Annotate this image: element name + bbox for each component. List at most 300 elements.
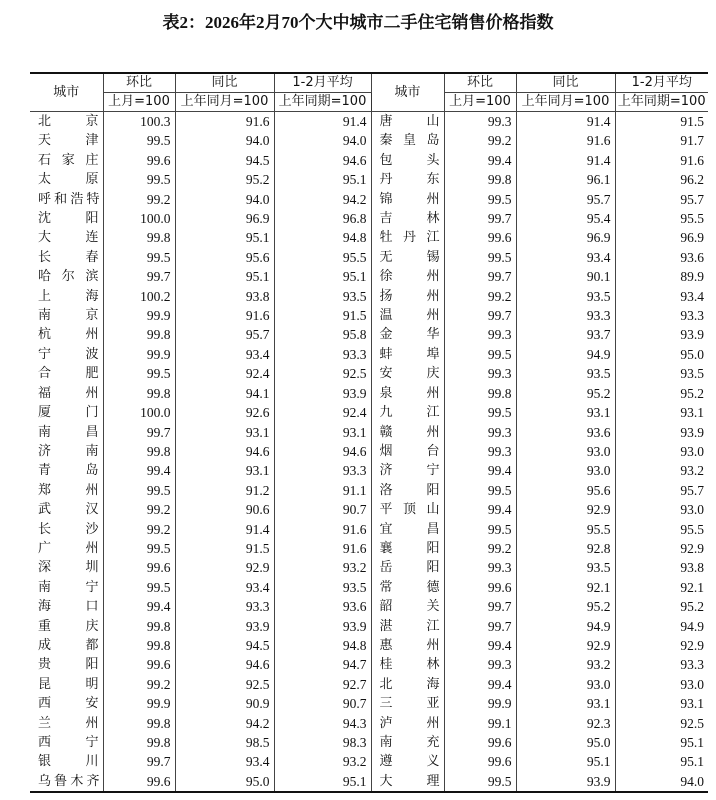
right-yoy-cell: 92.3 <box>516 714 615 733</box>
header-yoy-left: 同比 <box>175 73 274 93</box>
left-avg-cell: 93.9 <box>274 617 371 636</box>
right-mom-cell: 99.3 <box>444 112 516 132</box>
right-avg-cell: 93.9 <box>615 423 708 442</box>
left-mom-cell: 99.5 <box>103 170 175 189</box>
right-mom-cell: 99.6 <box>444 752 516 771</box>
table-row <box>30 267 708 286</box>
left-avg-cell: 95.8 <box>274 325 371 344</box>
left-yoy-cell: 95.0 <box>175 772 274 792</box>
right-avg-cell: 93.3 <box>615 655 708 674</box>
table-row <box>30 694 708 713</box>
left-city-cell: 重庆 <box>30 617 103 636</box>
right-avg-cell: 93.4 <box>615 287 708 306</box>
table-row <box>30 151 708 170</box>
right-yoy-cell: 95.7 <box>516 190 615 209</box>
left-yoy-cell: 93.1 <box>175 461 274 480</box>
left-yoy-cell: 91.6 <box>175 306 274 325</box>
left-mom-cell: 99.7 <box>103 423 175 442</box>
left-yoy-cell: 90.9 <box>175 694 274 713</box>
right-mom-cell: 99.7 <box>444 617 516 636</box>
right-yoy-cell: 96.9 <box>516 228 615 247</box>
right-avg-cell: 92.1 <box>615 578 708 597</box>
left-yoy-cell: 93.4 <box>175 752 274 771</box>
left-avg-cell: 94.6 <box>274 442 371 461</box>
left-city-cell: 海口 <box>30 597 103 616</box>
left-yoy-cell: 92.6 <box>175 403 274 422</box>
right-yoy-cell: 92.1 <box>516 578 615 597</box>
right-mom-cell: 99.3 <box>444 558 516 577</box>
right-yoy-cell: 92.9 <box>516 500 615 519</box>
left-city-cell: 深圳 <box>30 558 103 577</box>
left-city-cell: 西安 <box>30 694 103 713</box>
table-row <box>30 636 708 655</box>
left-city-cell: 济南 <box>30 442 103 461</box>
right-avg-cell: 93.6 <box>615 248 708 267</box>
left-mom-cell: 99.8 <box>103 442 175 461</box>
left-avg-cell: 90.7 <box>274 694 371 713</box>
right-mom-cell: 99.4 <box>444 151 516 170</box>
right-yoy-cell: 95.2 <box>516 384 615 403</box>
left-city-cell: 厦门 <box>30 403 103 422</box>
right-avg-cell: 94.0 <box>615 772 708 792</box>
table-row <box>30 325 708 344</box>
left-city-cell: 昆明 <box>30 675 103 694</box>
right-avg-cell: 93.8 <box>615 558 708 577</box>
right-city-cell: 北海 <box>371 675 444 694</box>
right-avg-cell: 93.5 <box>615 364 708 383</box>
right-city-cell: 赣州 <box>371 423 444 442</box>
right-mom-cell: 99.6 <box>444 733 516 752</box>
left-mom-cell: 99.2 <box>103 520 175 539</box>
left-city-cell: 银川 <box>30 752 103 771</box>
left-city-cell: 南宁 <box>30 578 103 597</box>
right-mom-cell: 99.7 <box>444 209 516 228</box>
left-avg-cell: 95.5 <box>274 248 371 267</box>
header-mom-right: 环比 <box>444 73 516 93</box>
left-mom-cell: 99.9 <box>103 345 175 364</box>
right-mom-cell: 99.3 <box>444 423 516 442</box>
left-city-cell: 青岛 <box>30 461 103 480</box>
right-city-cell: 安庆 <box>371 364 444 383</box>
right-mom-cell: 99.8 <box>444 170 516 189</box>
left-avg-cell: 95.1 <box>274 772 371 792</box>
right-city-cell: 湛江 <box>371 617 444 636</box>
left-city-cell: 长春 <box>30 248 103 267</box>
right-city-cell: 济宁 <box>371 461 444 480</box>
left-avg-cell: 96.8 <box>274 209 371 228</box>
right-city-cell: 平顶山 <box>371 500 444 519</box>
header-avg-base-left: 上年同期=100 <box>274 93 371 112</box>
right-avg-cell: 93.1 <box>615 403 708 422</box>
right-city-cell: 泸州 <box>371 714 444 733</box>
left-mom-cell: 99.8 <box>103 228 175 247</box>
right-mom-cell: 99.3 <box>444 364 516 383</box>
table-row <box>30 752 708 771</box>
header-city-right: 城市 <box>371 73 444 112</box>
left-city-cell: 长沙 <box>30 520 103 539</box>
left-city-cell: 宁波 <box>30 345 103 364</box>
right-mom-cell: 99.2 <box>444 131 516 150</box>
right-city-cell: 三亚 <box>371 694 444 713</box>
left-avg-cell: 91.6 <box>274 520 371 539</box>
left-avg-cell: 94.8 <box>274 636 371 655</box>
right-avg-cell: 89.9 <box>615 267 708 286</box>
left-mom-cell: 99.2 <box>103 675 175 694</box>
left-yoy-cell: 91.5 <box>175 539 274 558</box>
left-avg-cell: 92.4 <box>274 403 371 422</box>
right-yoy-cell: 92.8 <box>516 539 615 558</box>
table-row <box>30 287 708 306</box>
left-yoy-cell: 93.8 <box>175 287 274 306</box>
table-row <box>30 481 708 500</box>
left-mom-cell: 99.5 <box>103 131 175 150</box>
header-mom-base-right: 上月=100 <box>444 93 516 112</box>
left-avg-cell: 94.7 <box>274 655 371 674</box>
left-city-cell: 石家庄 <box>30 151 103 170</box>
right-yoy-cell: 95.6 <box>516 481 615 500</box>
left-avg-cell: 95.1 <box>274 170 371 189</box>
header-yoy-right: 同比 <box>516 73 615 93</box>
right-mom-cell: 99.3 <box>444 655 516 674</box>
left-yoy-cell: 92.4 <box>175 364 274 383</box>
left-yoy-cell: 94.0 <box>175 131 274 150</box>
right-avg-cell: 96.2 <box>615 170 708 189</box>
left-avg-cell: 93.6 <box>274 597 371 616</box>
right-yoy-cell: 93.0 <box>516 675 615 694</box>
right-city-cell: 九江 <box>371 403 444 422</box>
left-avg-cell: 93.2 <box>274 558 371 577</box>
right-yoy-cell: 93.6 <box>516 423 615 442</box>
table-row <box>30 500 708 519</box>
right-yoy-cell: 95.5 <box>516 520 615 539</box>
right-yoy-cell: 93.0 <box>516 461 615 480</box>
right-avg-cell: 93.3 <box>615 306 708 325</box>
right-mom-cell: 99.4 <box>444 675 516 694</box>
left-city-cell: 兰州 <box>30 714 103 733</box>
right-avg-cell: 92.5 <box>615 714 708 733</box>
left-mom-cell: 99.2 <box>103 500 175 519</box>
left-avg-cell: 94.8 <box>274 228 371 247</box>
header-row-1 <box>30 73 708 93</box>
left-mom-cell: 99.8 <box>103 714 175 733</box>
left-yoy-cell: 92.5 <box>175 675 274 694</box>
table-row <box>30 170 708 189</box>
header-avg-right: 1-2月平均 <box>615 73 708 93</box>
left-mom-cell: 99.8 <box>103 325 175 344</box>
right-mom-cell: 99.5 <box>444 520 516 539</box>
right-city-cell: 金华 <box>371 325 444 344</box>
table-row <box>30 209 708 228</box>
right-yoy-cell: 93.9 <box>516 772 615 792</box>
right-yoy-cell: 92.9 <box>516 636 615 655</box>
table-row <box>30 131 708 150</box>
right-yoy-cell: 91.6 <box>516 131 615 150</box>
table-row <box>30 733 708 752</box>
left-avg-cell: 95.1 <box>274 267 371 286</box>
left-yoy-cell: 91.2 <box>175 481 274 500</box>
right-avg-cell: 95.1 <box>615 733 708 752</box>
header-row-2 <box>30 93 708 112</box>
right-mom-cell: 99.3 <box>444 442 516 461</box>
table-row <box>30 345 708 364</box>
left-avg-cell: 93.2 <box>274 752 371 771</box>
left-yoy-cell: 96.9 <box>175 209 274 228</box>
right-avg-cell: 93.0 <box>615 675 708 694</box>
left-city-cell: 南昌 <box>30 423 103 442</box>
right-mom-cell: 99.4 <box>444 461 516 480</box>
left-yoy-cell: 94.6 <box>175 442 274 461</box>
table-body <box>30 112 708 793</box>
right-avg-cell: 95.7 <box>615 190 708 209</box>
left-mom-cell: 99.5 <box>103 539 175 558</box>
right-yoy-cell: 94.9 <box>516 345 615 364</box>
right-city-cell: 宜昌 <box>371 520 444 539</box>
left-yoy-cell: 93.9 <box>175 617 274 636</box>
right-city-cell: 韶关 <box>371 597 444 616</box>
right-city-cell: 唐山 <box>371 112 444 132</box>
left-yoy-cell: 93.1 <box>175 423 274 442</box>
left-avg-cell: 94.3 <box>274 714 371 733</box>
left-city-cell: 合肥 <box>30 364 103 383</box>
header-mom-left: 环比 <box>103 73 175 93</box>
left-mom-cell: 100.0 <box>103 209 175 228</box>
right-avg-cell: 91.6 <box>615 151 708 170</box>
right-city-cell: 蚌埠 <box>371 345 444 364</box>
left-mom-cell: 99.6 <box>103 655 175 674</box>
left-avg-cell: 98.3 <box>274 733 371 752</box>
left-mom-cell: 99.4 <box>103 597 175 616</box>
right-avg-cell: 93.1 <box>615 694 708 713</box>
table-row <box>30 655 708 674</box>
right-mom-cell: 99.2 <box>444 539 516 558</box>
left-yoy-cell: 95.6 <box>175 248 274 267</box>
left-mom-cell: 99.6 <box>103 151 175 170</box>
left-mom-cell: 99.8 <box>103 733 175 752</box>
left-city-cell: 郑州 <box>30 481 103 500</box>
left-city-cell: 福州 <box>30 384 103 403</box>
right-city-cell: 烟台 <box>371 442 444 461</box>
right-city-cell: 扬州 <box>371 287 444 306</box>
right-yoy-cell: 93.3 <box>516 306 615 325</box>
table-row <box>30 248 708 267</box>
left-mom-cell: 99.8 <box>103 636 175 655</box>
right-mom-cell: 99.5 <box>444 248 516 267</box>
right-mom-cell: 99.6 <box>444 578 516 597</box>
left-city-cell: 广州 <box>30 539 103 558</box>
left-city-cell: 贵阳 <box>30 655 103 674</box>
right-mom-cell: 99.3 <box>444 325 516 344</box>
right-yoy-cell: 91.4 <box>516 151 615 170</box>
right-mom-cell: 99.4 <box>444 500 516 519</box>
right-avg-cell: 95.2 <box>615 597 708 616</box>
right-city-cell: 秦皇岛 <box>371 131 444 150</box>
right-yoy-cell: 93.2 <box>516 655 615 674</box>
header-yoy-base-right: 上年同月=100 <box>516 93 615 112</box>
table-row <box>30 461 708 480</box>
right-mom-cell: 99.5 <box>444 403 516 422</box>
left-avg-cell: 92.5 <box>274 364 371 383</box>
table-row <box>30 306 708 325</box>
header-avg-left: 1-2月平均 <box>274 73 371 93</box>
left-avg-cell: 91.1 <box>274 481 371 500</box>
left-mom-cell: 99.4 <box>103 461 175 480</box>
right-avg-cell: 91.7 <box>615 131 708 150</box>
right-mom-cell: 99.5 <box>444 481 516 500</box>
right-yoy-cell: 95.0 <box>516 733 615 752</box>
left-avg-cell: 91.6 <box>274 539 371 558</box>
right-city-cell: 温州 <box>371 306 444 325</box>
right-mom-cell: 99.7 <box>444 597 516 616</box>
left-city-cell: 天津 <box>30 131 103 150</box>
left-avg-cell: 94.2 <box>274 190 371 209</box>
right-yoy-cell: 93.0 <box>516 442 615 461</box>
left-city-cell: 北京 <box>30 112 103 132</box>
left-avg-cell: 91.5 <box>274 306 371 325</box>
right-avg-cell: 95.7 <box>615 481 708 500</box>
left-mom-cell: 99.5 <box>103 481 175 500</box>
left-yoy-cell: 91.4 <box>175 520 274 539</box>
left-city-cell: 杭州 <box>30 325 103 344</box>
right-city-cell: 桂林 <box>371 655 444 674</box>
right-mom-cell: 99.5 <box>444 190 516 209</box>
left-yoy-cell: 94.5 <box>175 636 274 655</box>
right-yoy-cell: 96.1 <box>516 170 615 189</box>
right-avg-cell: 93.0 <box>615 500 708 519</box>
right-city-cell: 襄阳 <box>371 539 444 558</box>
left-mom-cell: 99.9 <box>103 694 175 713</box>
right-yoy-cell: 94.9 <box>516 617 615 636</box>
right-city-cell: 无锡 <box>371 248 444 267</box>
table-title: 表2：2026年2月70个大中城市二手住宅销售价格指数 <box>162 13 554 32</box>
left-mom-cell: 99.7 <box>103 752 175 771</box>
left-mom-cell: 99.5 <box>103 578 175 597</box>
table-row <box>30 539 708 558</box>
left-yoy-cell: 93.3 <box>175 597 274 616</box>
left-yoy-cell: 94.0 <box>175 190 274 209</box>
left-mom-cell: 99.6 <box>103 772 175 792</box>
table-row <box>30 617 708 636</box>
right-city-cell: 泉州 <box>371 384 444 403</box>
right-yoy-cell: 95.4 <box>516 209 615 228</box>
left-mom-cell: 99.7 <box>103 267 175 286</box>
left-mom-cell: 100.3 <box>103 112 175 132</box>
left-mom-cell: 100.2 <box>103 287 175 306</box>
right-avg-cell: 93.2 <box>615 461 708 480</box>
left-mom-cell: 99.8 <box>103 617 175 636</box>
header-avg-base-right: 上年同期=100 <box>615 93 708 112</box>
left-avg-cell: 90.7 <box>274 500 371 519</box>
right-city-cell: 惠州 <box>371 636 444 655</box>
left-yoy-cell: 94.6 <box>175 655 274 674</box>
table-row <box>30 228 708 247</box>
right-mom-cell: 99.7 <box>444 267 516 286</box>
right-avg-cell: 96.9 <box>615 228 708 247</box>
left-city-cell: 西宁 <box>30 733 103 752</box>
right-avg-cell: 92.9 <box>615 539 708 558</box>
right-mom-cell: 99.5 <box>444 345 516 364</box>
left-avg-cell: 91.4 <box>274 112 371 132</box>
left-yoy-cell: 94.5 <box>175 151 274 170</box>
table-row <box>30 675 708 694</box>
left-yoy-cell: 93.4 <box>175 578 274 597</box>
right-avg-cell: 91.5 <box>615 112 708 132</box>
left-yoy-cell: 95.1 <box>175 267 274 286</box>
left-avg-cell: 92.7 <box>274 675 371 694</box>
right-mom-cell: 99.8 <box>444 384 516 403</box>
left-city-cell: 大连 <box>30 228 103 247</box>
left-mom-cell: 99.8 <box>103 384 175 403</box>
left-city-cell: 太原 <box>30 170 103 189</box>
left-city-cell: 上海 <box>30 287 103 306</box>
right-yoy-cell: 93.1 <box>516 694 615 713</box>
left-city-cell: 南京 <box>30 306 103 325</box>
table-row <box>30 190 708 209</box>
left-avg-cell: 93.9 <box>274 384 371 403</box>
left-yoy-cell: 91.6 <box>175 112 274 132</box>
right-city-cell: 常德 <box>371 578 444 597</box>
left-city-cell: 武汉 <box>30 500 103 519</box>
left-avg-cell: 93.3 <box>274 345 371 364</box>
right-city-cell: 吉林 <box>371 209 444 228</box>
right-avg-cell: 95.5 <box>615 209 708 228</box>
table-row <box>30 520 708 539</box>
left-avg-cell: 94.0 <box>274 131 371 150</box>
left-yoy-cell: 98.5 <box>175 733 274 752</box>
price-index-table <box>30 72 708 793</box>
right-city-cell: 大理 <box>371 772 444 792</box>
right-mom-cell: 99.7 <box>444 306 516 325</box>
left-mom-cell: 99.5 <box>103 364 175 383</box>
right-yoy-cell: 93.5 <box>516 558 615 577</box>
right-mom-cell: 99.9 <box>444 694 516 713</box>
left-mom-cell: 99.9 <box>103 306 175 325</box>
table-row <box>30 384 708 403</box>
left-mom-cell: 99.2 <box>103 190 175 209</box>
right-yoy-cell: 93.7 <box>516 325 615 344</box>
left-city-cell: 哈尔滨 <box>30 267 103 286</box>
table-row <box>30 714 708 733</box>
left-avg-cell: 94.6 <box>274 151 371 170</box>
table-row <box>30 597 708 616</box>
left-yoy-cell: 93.4 <box>175 345 274 364</box>
left-yoy-cell: 95.1 <box>175 228 274 247</box>
table-row <box>30 578 708 597</box>
right-avg-cell: 93.0 <box>615 442 708 461</box>
right-yoy-cell: 93.1 <box>516 403 615 422</box>
right-mom-cell: 99.5 <box>444 772 516 792</box>
table-row <box>30 403 708 422</box>
left-city-cell: 成都 <box>30 636 103 655</box>
right-yoy-cell: 95.1 <box>516 752 615 771</box>
left-yoy-cell: 94.2 <box>175 714 274 733</box>
table-row <box>30 558 708 577</box>
table-row <box>30 423 708 442</box>
table-row <box>30 112 708 132</box>
left-yoy-cell: 95.7 <box>175 325 274 344</box>
right-mom-cell: 99.2 <box>444 287 516 306</box>
right-avg-cell: 93.9 <box>615 325 708 344</box>
header-mom-base-left: 上月=100 <box>103 93 175 112</box>
right-city-cell: 南充 <box>371 733 444 752</box>
left-avg-cell: 93.5 <box>274 287 371 306</box>
left-city-cell: 呼和浩特 <box>30 190 103 209</box>
right-city-cell: 遵义 <box>371 752 444 771</box>
right-yoy-cell: 93.5 <box>516 364 615 383</box>
left-yoy-cell: 95.2 <box>175 170 274 189</box>
right-city-cell: 锦州 <box>371 190 444 209</box>
right-avg-cell: 95.0 <box>615 345 708 364</box>
header-yoy-base-left: 上年同月=100 <box>175 93 274 112</box>
